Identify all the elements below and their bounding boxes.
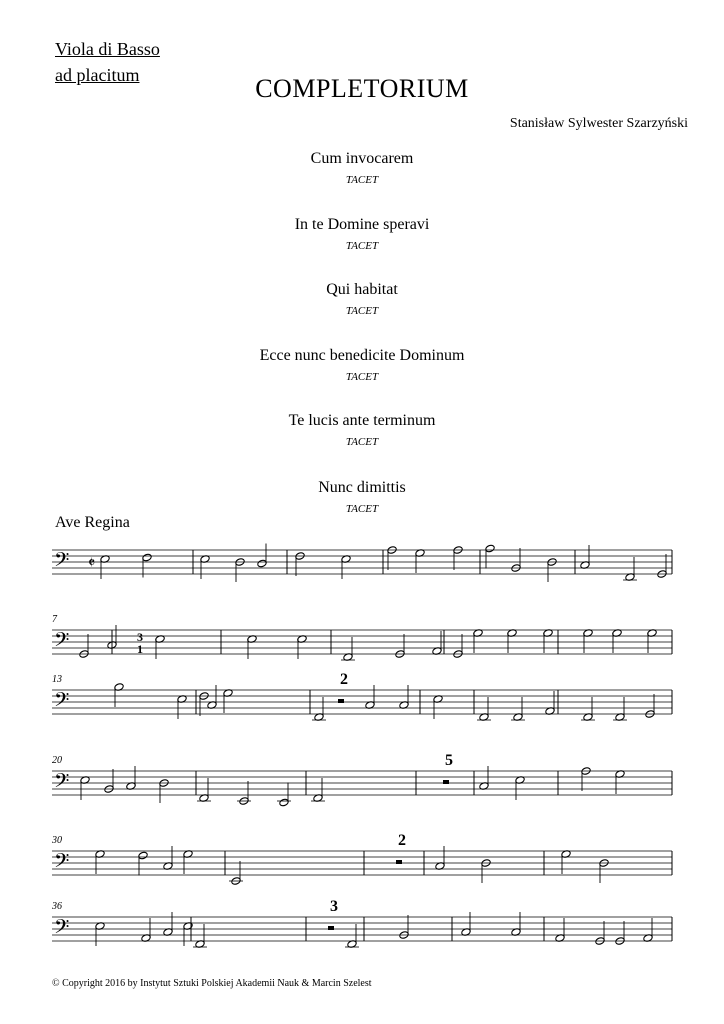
measure-number: 13: [52, 674, 62, 685]
movement-title: Nunc dimittis: [318, 479, 406, 496]
movement-status: TACET: [345, 436, 379, 448]
cut-time-signature: 𝄵: [88, 553, 96, 572]
rest-mark: [338, 699, 344, 703]
staff-system-1: [52, 544, 672, 583]
piece-title: Ave Regina: [55, 514, 130, 531]
instrument-line-2: ad placitum: [55, 65, 140, 85]
staff-system-2: [52, 614, 672, 661]
instrument-line-1: Viola di Basso: [55, 39, 160, 59]
movement-status: TACET: [345, 503, 379, 515]
staff-system-4: [52, 752, 672, 807]
measure-number: 30: [52, 835, 62, 846]
bass-clef-icon: 𝄢: [54, 849, 70, 877]
bass-clef-icon: 𝄢: [54, 548, 70, 576]
time-signature-top: 3: [137, 630, 143, 644]
rest-count: 5: [445, 752, 453, 769]
rest-mark: [328, 926, 334, 930]
staff-system-3: [52, 671, 672, 721]
rest-count: 3: [330, 898, 338, 915]
movement-status: TACET: [345, 240, 379, 252]
movement-title: Cum invocarem: [310, 150, 414, 167]
page-title: COMPLETORIUM: [255, 74, 469, 103]
time-signature-bottom: 1: [137, 642, 143, 656]
movement-title: Te lucis ante terminum: [288, 412, 436, 429]
measure-number: 7: [52, 614, 57, 625]
bass-clef-icon: 𝄢: [54, 769, 70, 797]
rest-mark: [396, 860, 402, 864]
rest-mark: [443, 780, 449, 784]
staff-systems: [51, 544, 672, 949]
rest-count: 2: [398, 832, 406, 849]
composer-name: Stanisław Sylwester Szarzyński: [509, 116, 688, 131]
movement-status: TACET: [345, 371, 379, 383]
movement-title: In te Domine speravi: [294, 216, 430, 233]
movement-title: Qui habitat: [326, 281, 398, 298]
movement-status: TACET: [345, 174, 379, 186]
bass-clef-icon: 𝄢: [54, 628, 70, 656]
bass-clef-icon: 𝄢: [54, 688, 70, 716]
rest-count: 2: [340, 671, 348, 688]
bass-clef-icon: 𝄢: [54, 915, 70, 943]
staff-system-5: [51, 832, 672, 885]
staff-system-6: [51, 898, 672, 948]
copyright-notice: © Copyright 2016 by Instytut Sztuki Polskiej Akademii Nauk & Marcin Szelest: [52, 978, 372, 989]
movement-title: Ecce nunc benedicite Dominum: [259, 347, 465, 364]
measure-number: 20: [52, 755, 62, 766]
movement-status: TACET: [345, 305, 379, 317]
measure-number: 36: [52, 901, 62, 912]
